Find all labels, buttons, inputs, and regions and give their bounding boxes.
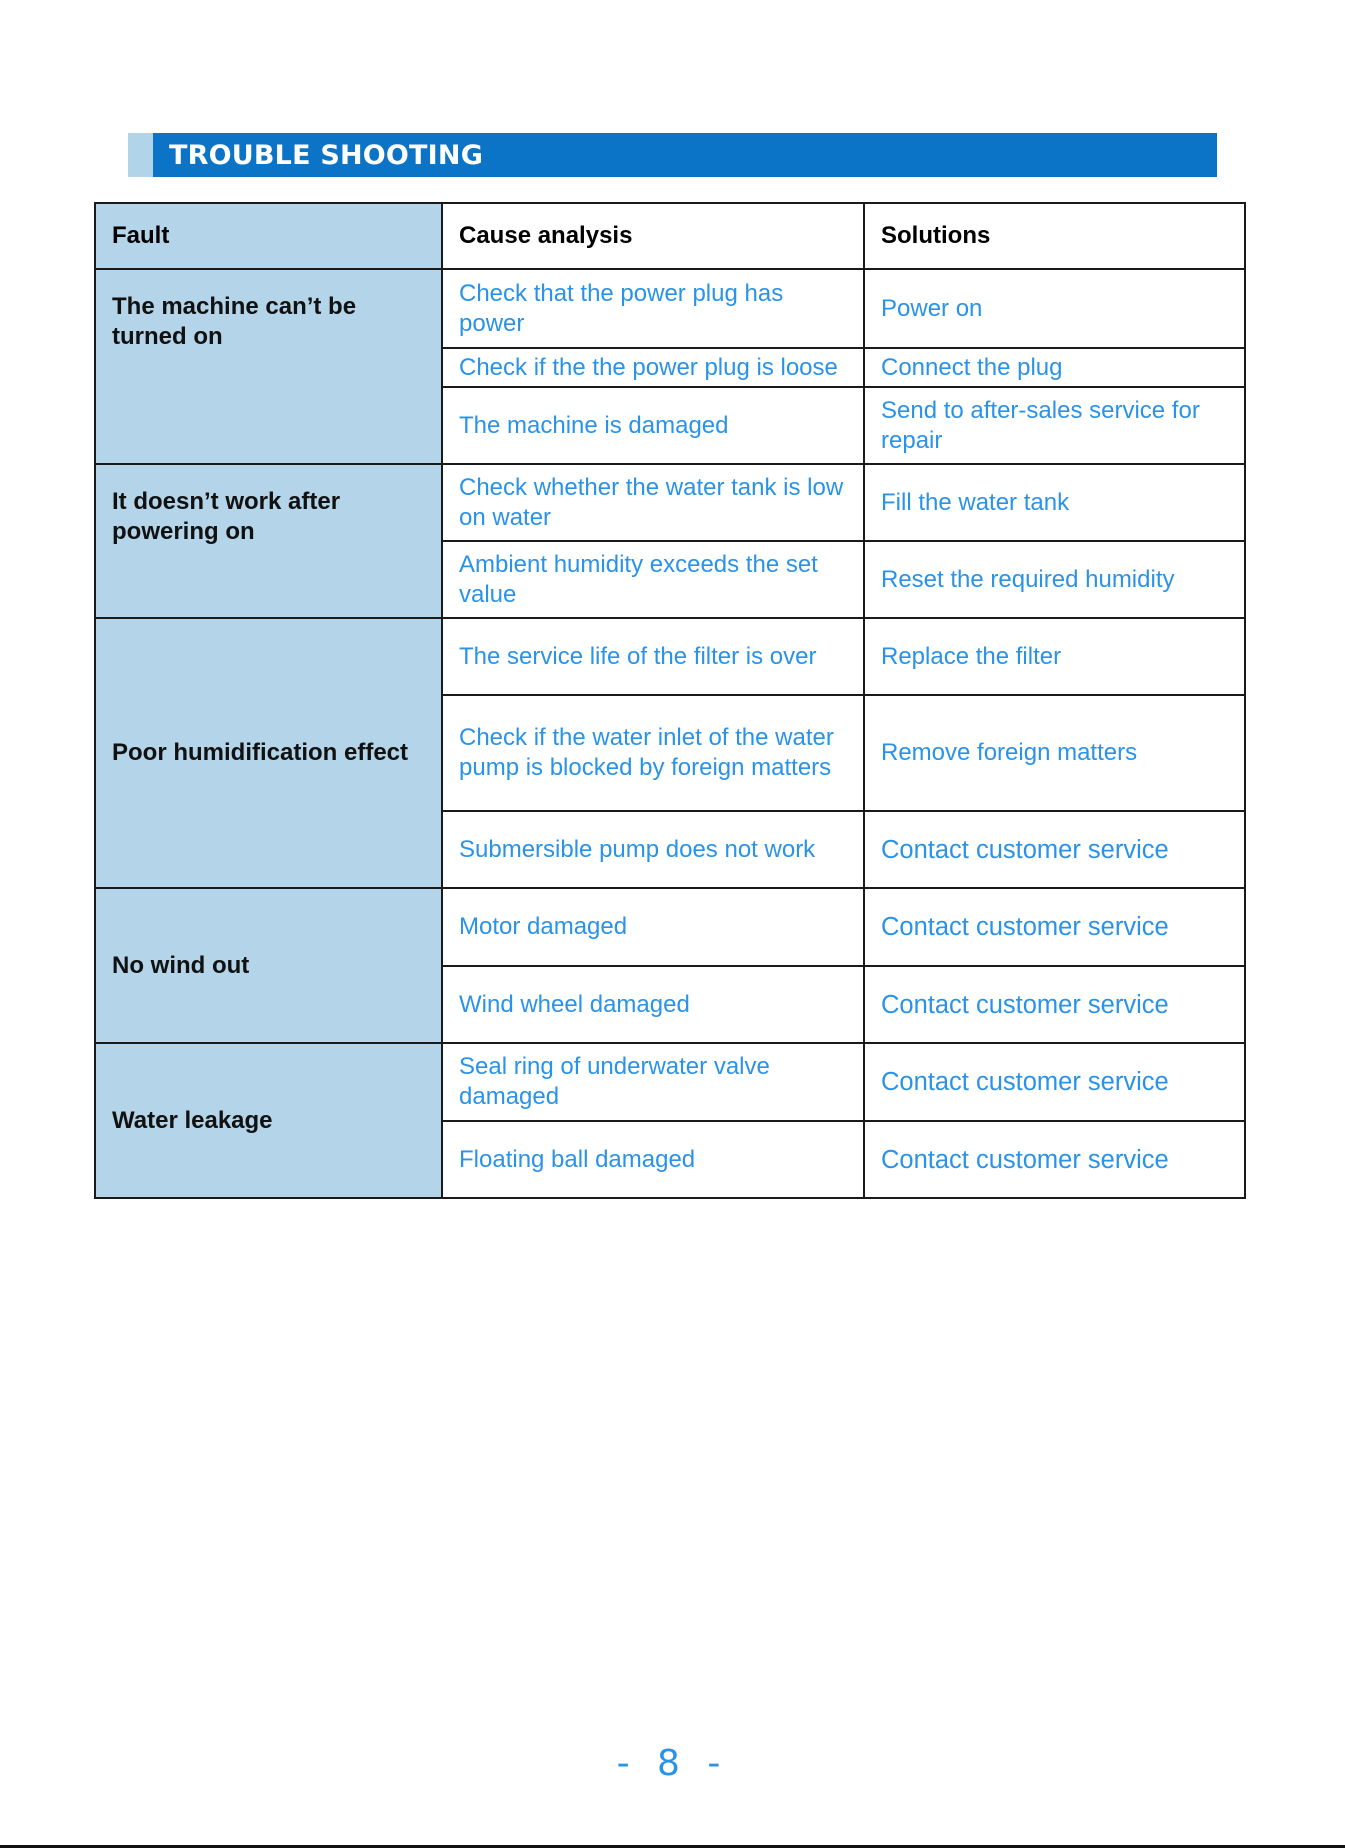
solution-cell: Fill the water tank bbox=[864, 464, 1245, 541]
table-row bbox=[95, 1043, 1245, 1121]
header-bar bbox=[153, 133, 1217, 177]
solution-cell: Contact customer service bbox=[864, 966, 1245, 1043]
cause-cell: Ambient humidity exceeds the set value bbox=[442, 541, 864, 618]
page-number: - 8 - bbox=[616, 1743, 729, 1784]
header-accent-block bbox=[128, 133, 153, 177]
cause-cell: The machine is damaged bbox=[442, 387, 864, 464]
solution-cell: Send to after-sales service for repair bbox=[864, 387, 1245, 464]
solution-cell: Connect the plug bbox=[864, 348, 1245, 387]
section-title: TROUBLE SHOOTING bbox=[169, 139, 484, 171]
solution-cell: Power on bbox=[864, 269, 1245, 348]
solution-cell: Contact customer service bbox=[864, 1043, 1245, 1121]
header-cause: Cause analysis bbox=[442, 203, 864, 269]
section-header bbox=[128, 133, 1217, 177]
solution-cell: Replace the filter bbox=[864, 618, 1245, 695]
cause-cell: Motor damaged bbox=[442, 888, 864, 966]
solution-cell: Remove foreign matters bbox=[864, 695, 1245, 811]
table-row bbox=[95, 888, 1245, 966]
fault-cell: No wind out bbox=[95, 888, 442, 1043]
table-header-row bbox=[95, 203, 1245, 269]
fault-cell: Water leakage bbox=[95, 1043, 442, 1198]
cause-cell: Check whether the water tank is low on water bbox=[442, 464, 864, 541]
solution-cell: Reset the required humidity bbox=[864, 541, 1245, 618]
fault-cell: It doesn’t work after powering on bbox=[95, 464, 442, 618]
solution-cell: Contact customer service bbox=[864, 811, 1245, 888]
cause-cell: Floating ball damaged bbox=[442, 1121, 864, 1198]
table-row bbox=[95, 618, 1245, 695]
header-solution: Solutions bbox=[864, 203, 1245, 269]
troubleshooting-table bbox=[94, 202, 1246, 1199]
header-fault: Fault bbox=[95, 203, 442, 269]
cause-cell: The service life of the filter is over bbox=[442, 618, 864, 695]
solution-cell: Contact customer service bbox=[864, 888, 1245, 966]
fault-cell: The machine can’t be turned on bbox=[95, 269, 442, 464]
cause-cell: Seal ring of underwater valve damaged bbox=[442, 1043, 864, 1121]
table-row bbox=[95, 269, 1245, 348]
cause-cell: Check that the power plug has power bbox=[442, 269, 864, 348]
cause-cell: Check if the the power plug is loose bbox=[442, 348, 864, 387]
fault-cell: Poor humidification effect bbox=[95, 618, 442, 888]
cause-cell: Wind wheel damaged bbox=[442, 966, 864, 1043]
cause-cell: Submersible pump does not work bbox=[442, 811, 864, 888]
cause-cell: Check if the water inlet of the water pump is blocked by foreign matters bbox=[442, 695, 864, 811]
table-row bbox=[95, 464, 1245, 541]
solution-cell: Contact customer service bbox=[864, 1121, 1245, 1198]
